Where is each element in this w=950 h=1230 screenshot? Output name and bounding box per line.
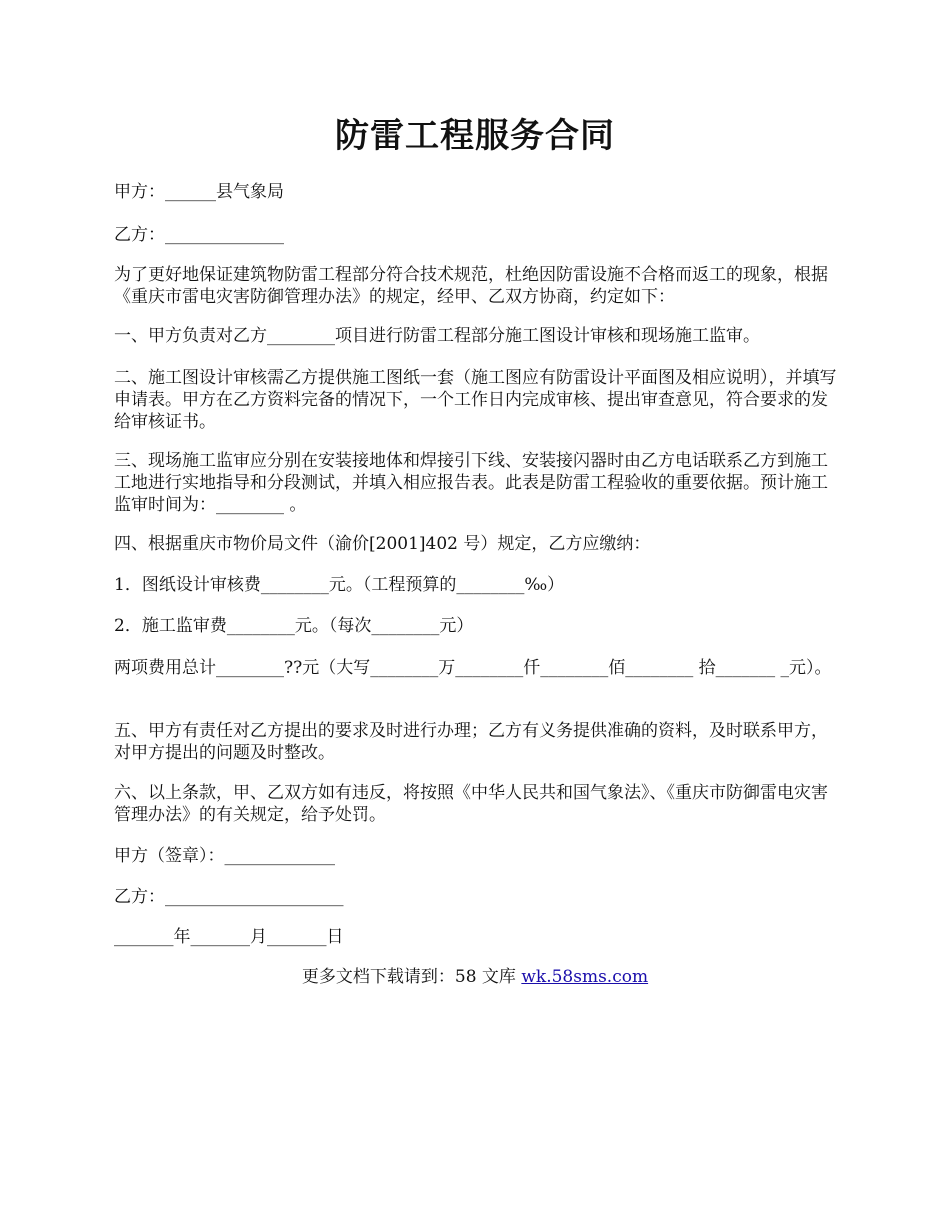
signature-party-b: 乙方：_____________________ (114, 887, 344, 907)
signature-party-a: 甲方（签章）：_____________ (114, 846, 335, 866)
footer-link[interactable]: wk.58sms.com (521, 967, 649, 987)
footer-text: 更多文档下载请到：58 文库 (301, 967, 522, 987)
fee-item-1: 1．图纸设计审核费________元。（工程预算的________‰） (114, 575, 565, 595)
clause-1: 一、甲方负责对乙方________项目进行防雷工程部分施工图设计审核和现场施工监审。 (114, 326, 760, 346)
clause-5: 五、甲方有责任对乙方提出的要求及时进行办理；乙方有义务提供准确的资料，及时联系甲方，对甲方提出的问题及时整改。 (114, 721, 828, 763)
fee-item-2: 2．施工监审费________元。（每次________元） (114, 616, 474, 636)
party-a-line: 甲方：______县气象局 (114, 182, 284, 202)
fee-total: 两项费用总计________??元（大写________万________仟________佰________ 拾_______ _元）。 (114, 658, 832, 678)
clause-3: 三、现场施工监审应分别在安装接地体和焊接引下线、安装接闪器时由乙方电话联系乙方到施工工地进行实地指导和分段测试，并填入相应报告表。此表是防雷工程验收的重要依据。预计施工监审时间为：________ 。 (114, 451, 828, 515)
party-b-line: 乙方：______________ (114, 225, 284, 245)
page-title: 防雷工程服务合同 (335, 116, 615, 156)
footer (0, 966, 950, 988)
clause-6: 六、以上条款，甲、乙双方如有违反，将按照《中华人民共和国气象法》、《重庆市防御雷电灾害管理办法》的有关规定，给予处罚。 (114, 783, 828, 825)
intro-paragraph: 为了更好地保证建筑物防雷工程部分符合技术规范，杜绝因防雷设施不合格而返工的现象，根据《重庆市雷电灾害防御管理办法》的规定，经甲、乙双方协商，约定如下： (114, 265, 828, 307)
signature-date: _______年_______月_______日 (114, 927, 344, 947)
clause-2: 二、施工图设计审核需乙方提供施工图纸一套（施工图应有防雷设计平面图及相应说明），并填写申请表。甲方在乙方资料完备的情况下，一个工作日内完成审核、提出审查意见，符合要求的发给审核证书。 (114, 368, 837, 432)
clause-4: 四、根据重庆市物价局文件（渝价[2001]402 号）规定，乙方应缴纳： (114, 534, 651, 554)
